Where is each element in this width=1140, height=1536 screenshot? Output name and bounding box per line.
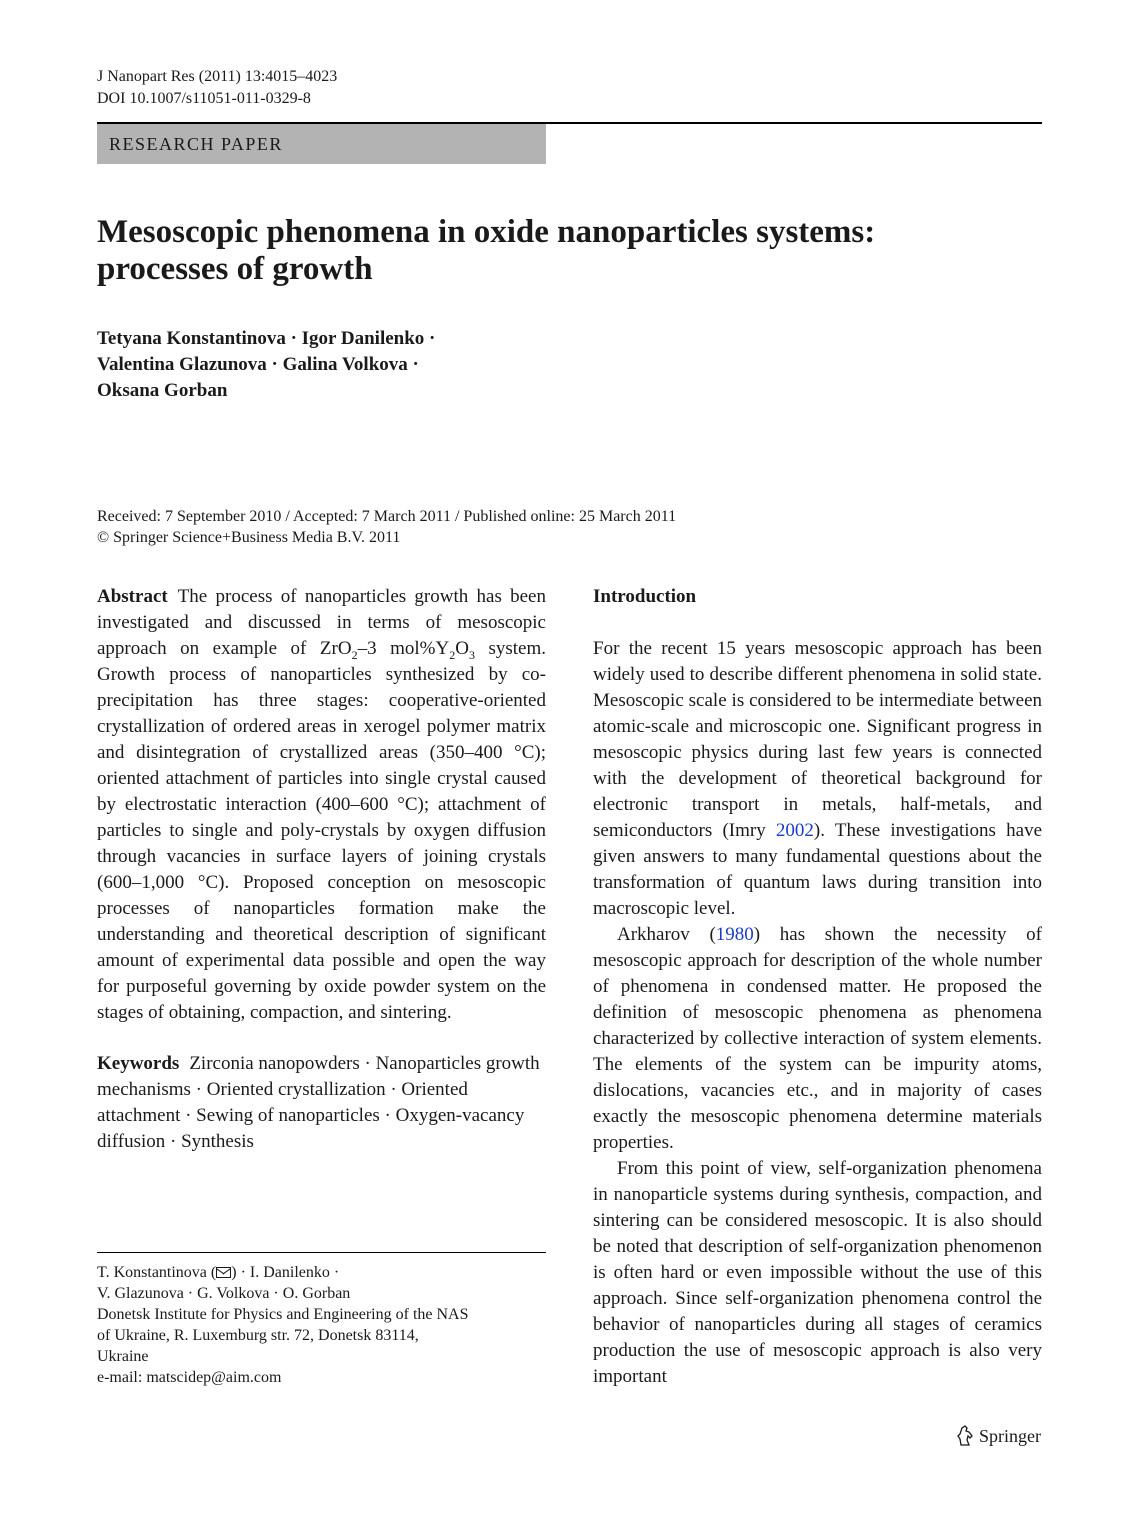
keywords-text: Zirconia nanopowders · Nanoparticles growth mechanisms · Oriented crystallization · Oriented attachment · Sewing of nanoparticles · Oxygen-vacancy diffusion · Synthesis (97, 1053, 540, 1152)
copyright-notice: © Springer Science+Business Media B.V. 2011 (97, 529, 401, 546)
paper-title (97, 214, 1042, 288)
journal-citation: J Nanopart Res (2011) 13:4015–4023 (97, 68, 338, 85)
citation-link-2002[interactable]: 2002 (775, 820, 814, 841)
left-column (97, 584, 546, 1155)
history-dates: Received: 7 September 2010 / Accepted: 7 March 2011 / Published online: 25 March 2011 (97, 508, 677, 525)
right-column (593, 584, 1042, 1390)
publication-history (97, 506, 676, 548)
footnote-line-4: of Ukraine, R. Luxemburg str. 72, Donetsk 83114, (97, 1327, 419, 1344)
footnote-author-1: T. Konstantinova ( (97, 1264, 217, 1281)
intro-p2-text-a: Arkharov ( (617, 924, 716, 945)
footnote-email[interactable]: e-mail: matscidep@aim.com (97, 1369, 282, 1386)
abstract-text-a: The process of nanoparticles growth has been investigated and discussed in terms of mesoscopic approach on example of ZrO (97, 586, 546, 659)
publisher-logo (956, 1424, 1041, 1448)
abstract-text-c: O (455, 638, 469, 659)
author-line-1: Tetyana Konstantinova · Igor Danilenko · (97, 328, 436, 349)
footnote-author-2: ) · I. Danilenko · (231, 1264, 340, 1281)
abstract-sub-3: 3 (468, 647, 475, 662)
abstract-text-d: system. Growth process of nanoparticles synthesized by co-precipitation has three stages: cooperative-oriented crystallization of ordered areas in xerogel polymer matrix and disintegration of crystallized areas (350–400 °C); oriented attachment of particles into single crystal caused by electrostatic interaction (400–600 °C); attachment of particles to single and poly-crystals by oxygen diffusion through vacancies in surface layers of joining crystals (600–1,000 °C). Proposed conception on mesoscopic processes of nanoparticles formation make the understanding and theoretical description of significant amount of experimental data possible and open the way for purposeful governing by oxide powder system on the stages of obtaining, compaction, and sintering. (97, 638, 547, 1023)
footnote-line-1 (97, 1262, 546, 1283)
journal-doi: DOI 10.1007/s11051-011-0329-8 (97, 90, 311, 107)
footnote-line-3: Donetsk Institute for Physics and Engineering of the NAS (97, 1306, 469, 1323)
keywords-label: Keywords (97, 1053, 180, 1074)
abstract-text-b: –3 mol%Y (357, 638, 450, 659)
intro-p1-text-b: ). These investigations have given answers to many fundamental questions about the transformation of quantum laws during transition into macroscopic level. (593, 820, 1043, 919)
journal-header (97, 66, 337, 110)
author-line-3: Oksana Gorban (97, 380, 228, 401)
affiliation-footnote (97, 1262, 546, 1388)
intro-paragraph-1 (593, 636, 1042, 922)
abstract (97, 584, 546, 1026)
introduction-heading: Introduction (593, 586, 697, 607)
intro-paragraph-2 (593, 922, 1042, 1156)
author-list (97, 326, 435, 404)
paper-title-line-2: processes of growth (97, 251, 373, 287)
abstract-sub-2: 2 (449, 647, 456, 662)
author-line-2: Valentina Glazunova · Galina Volkova · (97, 354, 419, 375)
springer-horse-icon (956, 1425, 974, 1447)
envelope-icon (216, 1267, 231, 1278)
intro-p2-text-b: ) has shown the necessity of mesoscopic approach for description of the whole number of phenomena in condensed matter. He proposed the definition of mesoscopic phenomena as phenomena characterized by collective interaction of system elements. The elements of the system can be impurity atoms, dislocations, vacancies etc., and in majority of cases exactly the mesoscopic phenomena determine materials properties. (593, 924, 1042, 1153)
intro-p1-text-a: For the recent 15 years mesoscopic approach has been widely used to describe different phenomena in solid state. Mesoscopic scale is considered to be intermediate between atomic-scale and microscopic one. Significant progress in mesoscopic physics during last few years is connected with the development of theoretical background for electronic transport in metals, half-metals, and semiconductors (Imry (593, 638, 1042, 841)
paper-title-line-1: Mesoscopic phenomena in oxide nanoparticles systems: (97, 214, 876, 250)
footnote-line-5: Ukraine (97, 1348, 149, 1365)
abstract-label: Abstract (97, 586, 168, 607)
publisher-name: Springer (979, 1426, 1041, 1446)
keywords (97, 1051, 546, 1155)
footnote-rule (97, 1252, 546, 1253)
abstract-sub-1: 2 (351, 647, 358, 662)
footnote-line-2: V. Glazunova · G. Volkova · O. Gorban (97, 1285, 351, 1302)
intro-paragraph-3: From this point of view, self-organization phenomena in nanoparticle systems during synthesis, compaction, and sintering can be considered mesoscopic. It is also should be noted that description of self-organization phenomenon is often hard or even impossible without the use of this approach. Since self-organization phenomena control the behavior of nanoparticles during all stages of ceramics production the use of mesoscopic approach is also very important (593, 1158, 1042, 1387)
article-type-banner: RESEARCH PAPER (97, 124, 546, 164)
citation-link-1980[interactable]: 1980 (715, 924, 754, 945)
